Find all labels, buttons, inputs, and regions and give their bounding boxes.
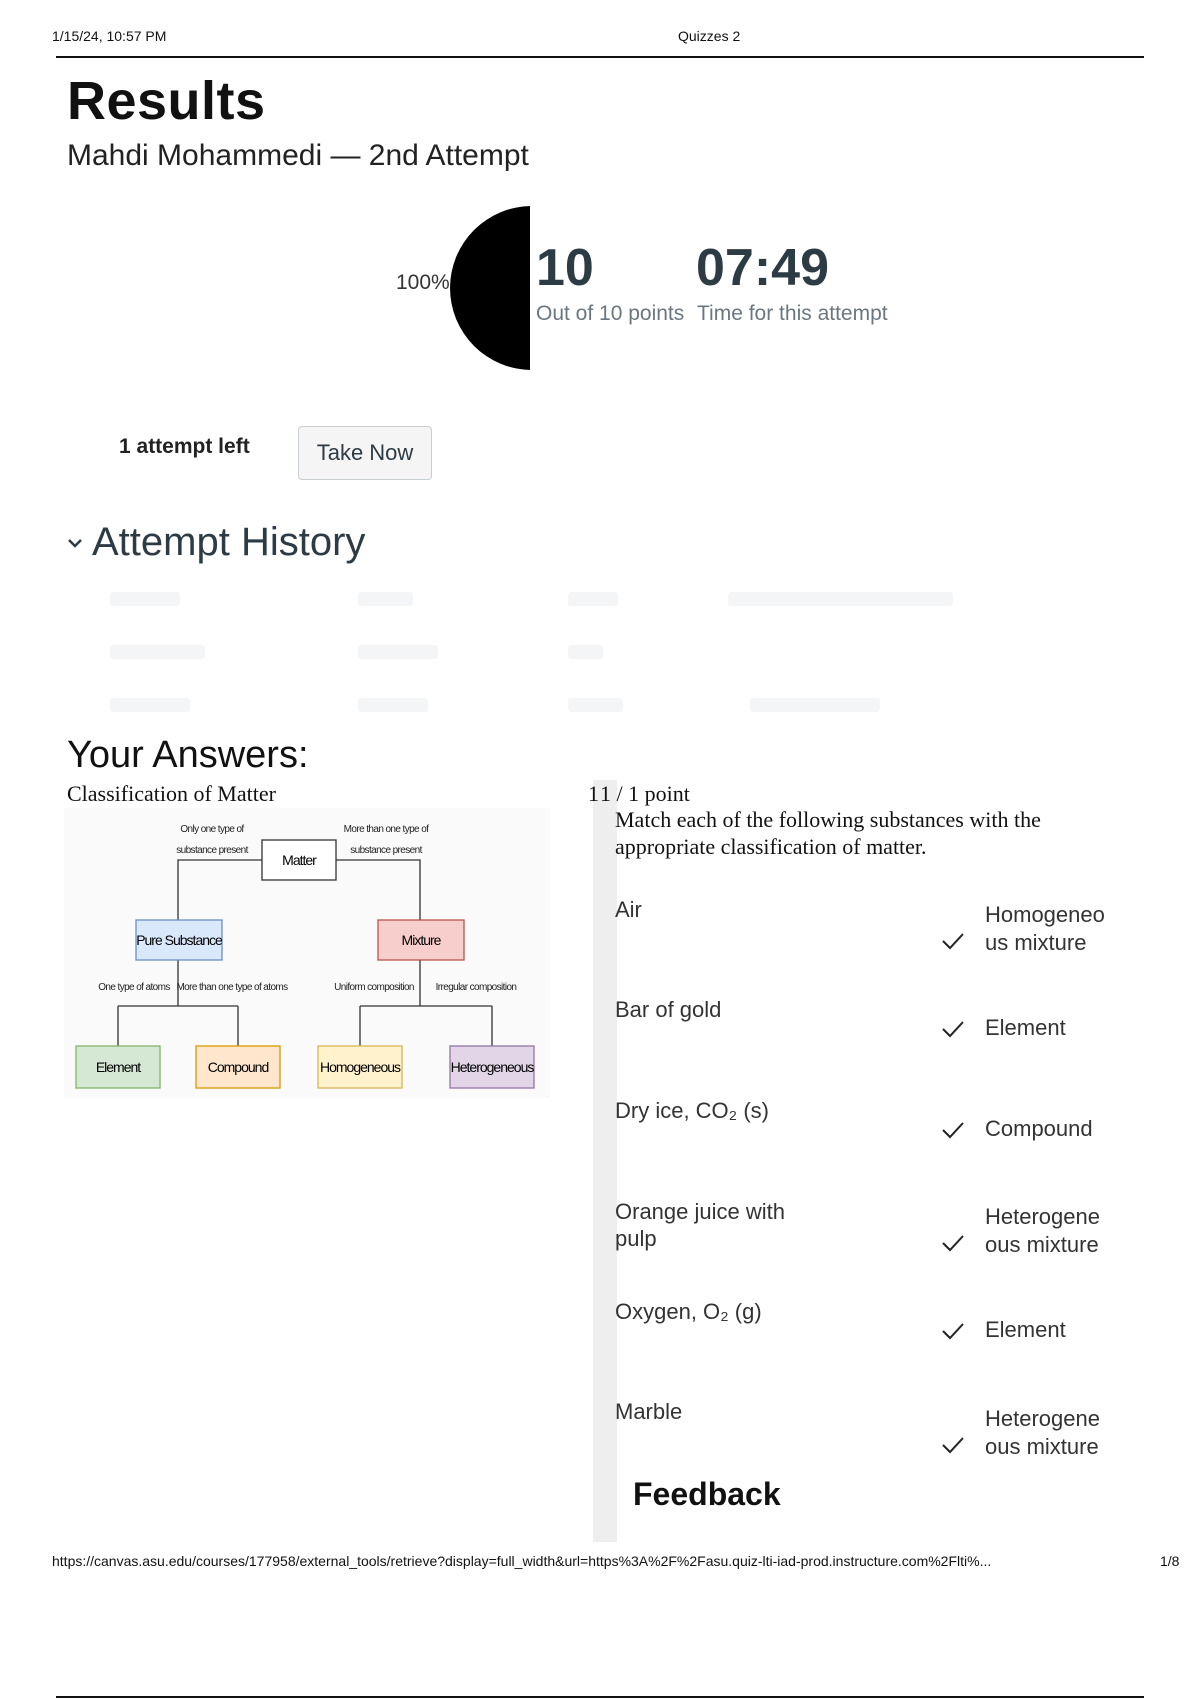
footer-rule [56,1696,1144,1698]
points-label: Out of 10 points [536,302,685,325]
feedback-heading: Feedback [633,1476,781,1512]
match-item: Dry ice, CO₂ (s) [615,1098,769,1123]
score-donut [450,206,530,370]
edge-label-more-substance-1: More than one type of [343,824,429,835]
attempt-history-title: Attempt History [92,520,366,564]
your-answers-heading: Your Answers: [67,734,309,776]
check-icon [941,931,965,956]
history-cell-faded [568,698,623,712]
diagram-heterogeneous: Heterogeneous [450,1059,534,1075]
check-icon [941,1019,965,1044]
check-icon [941,1435,965,1460]
match-answer-line: ous mixture [985,1232,1099,1257]
classification-diagram [64,808,550,1098]
match-answer-line: ous mixture [985,1434,1099,1459]
history-cell-faded [110,645,205,659]
time-value: 07:49 [696,239,829,297]
match-answer [985,1405,1115,1461]
diagram-element: Element [95,1059,141,1075]
history-cell-faded [358,592,413,606]
diagram-homogeneous: Homogeneous [319,1059,401,1075]
question-number: 1 [588,781,599,806]
history-cell-faded [568,645,603,659]
check-icon [941,1321,965,1346]
match-item-line: Orange juice with [615,1199,785,1224]
chevron-down-icon [66,534,84,552]
question-points: 1 / 1 point [600,781,690,806]
edge-label-one-substance-2: substance present [176,845,248,856]
edge-label-one-atom: One type of atoms [98,982,170,993]
history-cell-faded [110,592,180,606]
history-cell-faded [358,698,428,712]
history-cell-faded [728,592,953,606]
print-datetime: 1/15/24, 10:57 PM [52,28,167,44]
match-answer: Element [985,1317,1066,1342]
score-donut-fill [450,206,530,370]
match-answer [985,1203,1115,1259]
attempts-left: 1 attempt left [119,435,250,458]
match-item: Marble [615,1399,683,1424]
match-answer-line: Homogeneo [985,902,1105,927]
match-answer: Compound [985,1116,1093,1141]
score-percent: 100% [396,271,450,294]
diagram-compound: Compound [207,1059,269,1075]
history-cell-faded [358,645,438,659]
match-answer-line: Heterogene [985,1204,1100,1229]
check-icon [941,1233,965,1258]
match-answer-line: us mixture [985,930,1087,955]
page-title: Results [67,71,266,131]
match-item: Bar of gold [615,997,722,1022]
question-title: Classification of Matter [67,781,276,806]
print-doc-title: Quizzes 2 [678,28,741,44]
question-side-bar [593,780,617,1542]
history-cell-faded [110,698,190,712]
match-item: Oxygen, O₂ (g) [615,1299,762,1324]
points-value: 10 [536,239,594,297]
print-url: https://canvas.asu.edu/courses/177958/external_tools/retrieve?display=full_width&url=https%3A%2F%2Fasu.quiz-lti-iad-prod.instructure.com%2Flti%... [52,1553,992,1569]
attempt-history-toggle[interactable] [66,520,365,565]
history-cell-faded [568,592,618,606]
edge-label-irregular: Irregular composition [435,982,517,993]
match-item [615,1198,785,1252]
history-cell-faded [750,698,880,712]
edge-label-more-substance-2: substance present [350,845,422,856]
match-item: Air [615,897,642,922]
diagram-pure-substance: Pure Substance [136,932,222,948]
time-label: Time for this attempt [697,302,888,325]
match-item-line: pulp [615,1226,657,1251]
header-rule [56,56,1144,58]
match-answer-line: Heterogene [985,1406,1100,1431]
edge-label-more-atoms: More than one type of atoms [176,982,288,993]
match-answer: Element [985,1015,1066,1040]
print-page-number: 1/8 [1160,1553,1180,1569]
diagram-mixture: Mixture [401,932,441,948]
attempt-subtitle: Mahdi Mohammedi — 2nd Attempt [67,139,529,172]
edge-label-one-substance-1: Only one type of [180,824,244,835]
edge-label-uniform: Uniform composition [334,982,414,993]
question-prompt: Match each of the following substances with the appropriate classification of matter. [615,807,1041,859]
check-icon [941,1120,965,1145]
match-answer [985,901,1115,957]
diagram-matter: Matter [282,852,316,868]
take-now-button[interactable]: Take Now [298,426,432,480]
